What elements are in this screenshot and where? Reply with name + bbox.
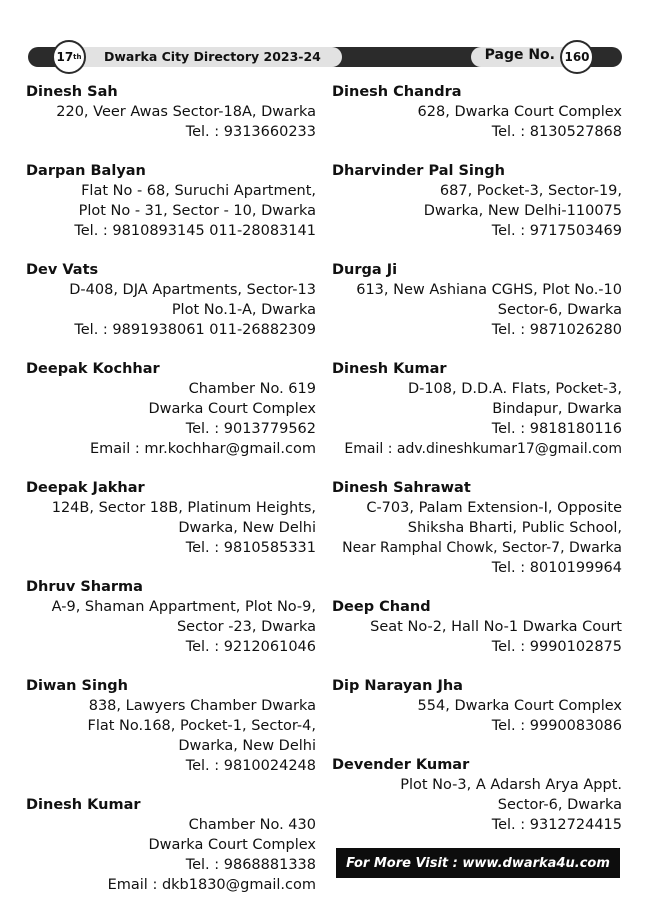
entry-name: Dharvinder Pal Singh (332, 163, 505, 179)
entry-phone: Tel. : 9868881338 (185, 857, 316, 873)
entry-name: Devender Kumar (332, 757, 470, 773)
directory-entry (332, 676, 622, 736)
entry-name: Dip Narayan Jha (332, 678, 463, 694)
footer-text: For More Visit : www.dwarka4u.com (346, 855, 610, 871)
entry-phone: Tel. : 9312724415 (491, 817, 622, 833)
entry-phone: Tel. : 9313660233 (185, 124, 316, 140)
edition-suffix: th (73, 53, 82, 61)
entry-name: Durga Ji (332, 262, 398, 278)
entry-line: Near Ramphal Chowk, Sector-7, Dwarka (342, 540, 622, 556)
directory-entry (332, 755, 622, 835)
entry-name: Diwan Singh (26, 678, 128, 694)
entry-phone: Tel. : 9990102875 (491, 639, 622, 655)
entry-phone: Tel. : 9717503469 (491, 223, 622, 239)
entry-line: Dwarka, New Delhi-110075 (423, 203, 622, 219)
entry-name: Deepak Jakhar (26, 480, 145, 496)
entry-name: Dinesh Kumar (332, 361, 447, 377)
edition-badge (52, 40, 86, 74)
directory-entry (332, 161, 622, 241)
directory-entry (332, 359, 622, 459)
right-column (332, 82, 622, 835)
entry-line: Flat No.168, Pocket-1, Sector-4, (87, 718, 316, 734)
entry-line: D-108, D.D.A. Flats, Pocket-3, (407, 381, 622, 397)
entry-line: 687, Pocket-3, Sector-19, (439, 183, 622, 199)
edition-number: 17 (56, 50, 74, 64)
entry-phone: Tel. : 8130527868 (491, 124, 622, 140)
entry-line: 554, Dwarka Court Complex (417, 698, 622, 714)
directory-entry (26, 478, 316, 558)
entry-email: Email : dkb1830@gmail.com (107, 877, 316, 893)
entry-line: 838, Lawyers Chamber Dwarka (88, 698, 316, 714)
entry-line: Chamber No. 619 (188, 381, 316, 397)
entry-name: Dev Vats (26, 262, 99, 278)
entry-line: Bindapur, Dwarka (492, 401, 622, 417)
directory-entry (26, 577, 316, 657)
entry-phone: Tel. : 9810024248 (185, 758, 316, 774)
entry-line: Dwarka, New Delhi (178, 738, 316, 754)
entry-name: Dhruv Sharma (26, 579, 143, 595)
entry-line: Sector -23, Dwarka (176, 619, 316, 635)
entry-name: Deep Chand (332, 599, 431, 615)
entry-name: Dinesh Sah (26, 84, 118, 100)
page-header (20, 38, 630, 76)
directory-entry (332, 260, 622, 340)
directory-entry (26, 82, 316, 142)
entry-phone: Tel. : 8010199964 (491, 560, 622, 576)
entry-line: Dwarka Court Complex (148, 401, 316, 417)
directory-entry (26, 260, 316, 340)
entry-line: 124B, Sector 18B, Platinum Heights, (51, 500, 316, 516)
entry-line: 613, New Ashiana CGHS, Plot No.-10 (356, 282, 622, 298)
entry-phone: Tel. : 9871026280 (491, 322, 622, 338)
entry-phone: Tel. : 9818180116 (491, 421, 622, 437)
entry-line: Chamber No. 430 (188, 817, 316, 833)
directory-entry (332, 478, 622, 578)
directory-entry (26, 359, 316, 459)
entry-line: A-9, Shaman Appartment, Plot No-9, (51, 599, 316, 615)
entry-email: Email : mr.kochhar@gmail.com (90, 441, 316, 457)
entry-name: Dinesh Chandra (332, 84, 462, 100)
entry-phone: Tel. : 9810585331 (185, 540, 316, 556)
entry-phone: Tel. : 9810893145 011-28083141 (74, 223, 316, 239)
directory-title: Dwarka City Directory 2023-24 (104, 49, 321, 64)
entry-line: Plot No - 31, Sector - 10, Dwarka (78, 203, 316, 219)
entry-line: 628, Dwarka Court Complex (417, 104, 622, 120)
footer-banner (336, 848, 620, 878)
entry-line: Sector-6, Dwarka (497, 302, 622, 318)
entry-line: Dwarka, New Delhi (178, 520, 316, 536)
entry-line: C-703, Palam Extension-I, Opposite (366, 500, 622, 516)
entry-line: Shiksha Bharti, Public School, (407, 520, 622, 536)
entry-line: 220, Veer Awas Sector-18A, Dwarka (56, 104, 316, 120)
entry-line: Dwarka Court Complex (148, 837, 316, 853)
entry-phone: Tel. : 9212061046 (185, 639, 316, 655)
entry-email: Email : adv.dineshkumar17@gmail.com (344, 441, 622, 457)
page-number: 160 (560, 40, 594, 74)
entry-line: Plot No-3, A Adarsh Arya Appt. (400, 777, 622, 793)
entry-phone: Tel. : 9990083086 (491, 718, 622, 734)
directory-entry (332, 597, 622, 657)
entry-line: Plot No.1-A, Dwarka (171, 302, 316, 318)
entry-name: Dinesh Sahrawat (332, 480, 471, 496)
entry-name: Deepak Kochhar (26, 361, 160, 377)
left-column (26, 82, 316, 895)
directory-entry (332, 82, 622, 142)
entry-phone: Tel. : 9891938061 011-26882309 (74, 322, 316, 338)
entry-line: Sector-6, Dwarka (497, 797, 622, 813)
entry-phone: Tel. : 9013779562 (185, 421, 316, 437)
directory-entry (26, 676, 316, 776)
page-label: Page No. (484, 47, 555, 63)
entry-line: Seat No-2, Hall No-1 Dwarka Court (370, 619, 622, 635)
entry-line: Flat No - 68, Suruchi Apartment, (81, 183, 316, 199)
entry-name: Darpan Balyan (26, 163, 146, 179)
entry-name: Dinesh Kumar (26, 797, 141, 813)
directory-entry (26, 795, 316, 895)
entry-line: D-408, DJA Apartments, Sector-13 (69, 282, 316, 298)
directory-entry (26, 161, 316, 241)
